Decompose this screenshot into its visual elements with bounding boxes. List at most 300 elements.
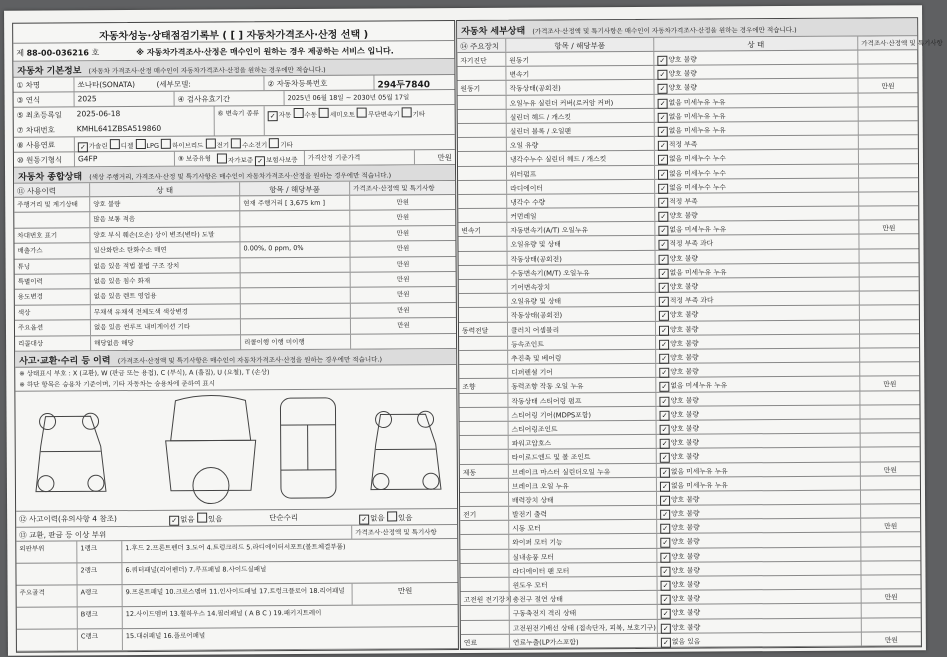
detail-unit [859,391,919,405]
option-label: 기타 [280,141,293,150]
state-checkbox[interactable]: ✓ [659,396,669,406]
basic-info-title: 자동차 기본정보 [17,66,82,77]
overall-row-label: 색상 [17,308,31,317]
insp-period-label: ④ 검사유효기간 [174,91,284,106]
detail-item: 클러치 어셈블리 [507,321,655,335]
detail-item: 충전구 절연 상태 [509,591,657,605]
overall-row-detail [239,211,349,226]
parts-items: 6.쿼터패널(리어펜더) 7.루프패널 8.사이드실패널 [121,562,351,584]
state-checkbox[interactable]: ✓ [659,283,669,293]
left-section [12,20,459,653]
right-section [456,17,943,650]
overall-row-unit: 만원 [350,303,456,318]
detail-state [656,561,860,575]
detail-state [656,490,860,504]
detail-state [655,334,859,348]
car-front-diagram [165,395,256,504]
state-options: 양호 불량 [671,608,701,618]
fuel-label: ⑧ 사용연료 [16,140,55,150]
overall-row-label: 튜닝 [17,262,31,271]
checkbox[interactable] [269,138,279,148]
state-options: 양호 불량 [670,353,699,362]
overall-row-detail [240,288,350,303]
state-checkbox[interactable]: ✓ [661,609,671,619]
checkbox[interactable] [402,107,412,117]
detail-unit [860,448,920,462]
state-checkbox[interactable]: ✓ [660,467,670,477]
option-label: 하이브리드 [172,141,206,150]
checkbox[interactable] [217,153,227,163]
detail-unit [858,192,918,206]
overall-row-unit: 만원 [349,241,455,256]
option-label: 보험사보증 [266,156,298,165]
detail-unit [858,150,918,164]
detail-item: 냉각수누수 실린더 헤드 / 개스킷 [506,151,654,165]
overall-row-label: 차대번호 표기 [17,231,58,240]
detail-category [459,308,507,321]
parts-items: 15.대쉬패널 16.플로어패널 [122,628,352,650]
checkbox[interactable] [110,139,120,149]
state-options: 없음 미세누유 누유 [668,97,726,107]
detail-category [459,337,507,350]
first-reg-row [14,105,455,138]
detail-item: 추진축 및 베어링 [507,350,655,364]
detail-category [458,180,506,193]
option-label: 없음 [180,514,198,524]
detail-state [655,391,859,405]
detail-state [653,79,857,93]
transmission-options [264,105,455,135]
detail-state [657,576,861,590]
detail-category [459,365,507,378]
state-checkbox[interactable]: ✓ [661,595,671,605]
detail-state [654,122,858,136]
state-checkbox[interactable]: ✓ [658,155,668,165]
state-checkbox[interactable]: ✓ [659,311,669,321]
parts-group: 주요골격 [19,588,45,597]
legend-row [15,365,456,392]
detail-col-3: 상 태 [653,37,857,51]
detail-state [656,462,860,476]
detail-state [655,377,859,391]
state-checkbox[interactable]: ✓ [660,567,670,577]
detail-item: 자동변속기(A/T) 오일누유 [506,222,654,236]
detail-item: 수동변속기(M/T) 오일누유 [507,265,655,279]
detail-category [459,407,507,420]
overall-row-state: 일산화탄소 탄화수소 매연 [89,243,239,258]
detail-unit: 만원 [857,79,917,93]
detail-category [458,195,506,208]
overall-row-label: 용도변경 [17,292,43,302]
overall-row-unit: 만원 [350,272,456,287]
detail-state [657,604,861,618]
state-checkbox[interactable]: ✓ [660,425,670,435]
detail-col-4: 가격조사·산정액 및 특기사항 [857,36,917,49]
state-options: 양호 불량 [670,438,700,447]
overall-row-detail [240,319,350,334]
detail-category [460,535,508,548]
state-checkbox[interactable]: ✓ [660,453,670,463]
accident-note: (가격조사·산정액 및 특기사항은 매수인이 자동차가격조사·산정을 원하는 경우에만 적습니다.) [117,355,383,366]
state-options: 적정 부족 [669,197,698,206]
overall-row-state: 없음 있음 렌트 영업용 [90,289,240,304]
detail-item: 스티어링 기어(MDPS포함) [507,407,655,421]
detail-item: 실내송풍 모터 [508,548,656,562]
checkbox[interactable] [135,139,145,149]
detail-state [656,519,860,533]
detail-category [458,124,506,137]
detail-category [460,436,508,449]
detail-item: 발전기 출력 [508,506,656,520]
state-checkbox[interactable]: ✓ [661,623,671,633]
detail-unit [859,277,919,291]
state-options: 없음 미세누유 누유 [670,481,728,490]
detail-category [460,521,508,534]
parts-row [17,583,458,608]
state-checkbox[interactable]: ✓ [659,382,669,392]
parts-row [17,605,458,630]
detail-item: 디퍼렌셜 기어 [507,364,655,378]
detail-title: 자동차 세부상태 [461,26,526,38]
state-options: 양호 불량 [668,69,697,78]
detail-col-2: 항목 / 해당부품 [505,38,653,52]
state-options: 양호 불량 [669,211,698,220]
detail-unit [860,419,920,433]
detail-item: 라디에이터 [506,180,654,194]
state-checkbox[interactable]: ✓ [659,354,669,364]
car-top-diagram [280,398,336,498]
checkbox[interactable] [293,108,303,118]
detail-item: 와이퍼 모터 기능 [508,534,656,548]
checkbox[interactable]: ✓ [78,142,88,152]
option-label: LPG [146,141,162,150]
detail-state [656,434,860,448]
detail-category [458,237,506,250]
detail-category [461,606,509,619]
checkbox[interactable]: ✓ [169,516,179,526]
overall-row-detail [240,303,350,318]
state-options: 없음 미세누유 누유 [670,466,728,476]
state-options: 적정 부족 과다 [669,296,714,305]
detail-unit [861,604,921,618]
state-options: 없음 미세누유 누유 [668,112,726,121]
checkbox[interactable]: ✓ [359,515,369,525]
detail-state [656,505,860,519]
parts-items: 9.프론트패널 10.크로스멤버 11.인사이드패널 17.트렁크플로어 18.리어패널 [122,584,352,606]
detail-unit [859,320,919,334]
doc-no-label: 제 [16,48,25,58]
detail-item: 오일유량 및 상태 [506,236,654,250]
overall-row-state: 해당없음 해당 [90,335,240,350]
detail-model-label: (세부모델: [156,79,191,89]
parts-row [17,627,458,652]
detail-state [656,476,860,490]
reg-no: 294두7840 [373,75,454,89]
state-checkbox[interactable]: ✓ [659,269,669,279]
engine: G4FP [74,152,174,167]
checkbox[interactable] [319,108,329,118]
state-options: 양호 불량 [670,396,699,405]
accident-options [166,510,266,526]
state-checkbox[interactable]: ✓ [659,325,669,335]
state-checkbox[interactable]: ✓ [660,439,670,449]
detail-unit [857,64,917,78]
detail-item: 라디에이터 팬 모터 [508,563,656,577]
overall-row-unit: 만원 [349,226,455,241]
state-options: 양호 불량 [671,523,700,533]
overall-col-1: ⑪ 사용이력 [17,186,57,196]
trans-label: ⑥ 변속기 종류 [214,106,264,135]
state-options: 없음 미세누유 누유 [669,225,727,235]
detail-state [656,448,860,462]
state-checkbox[interactable]: ✓ [660,524,670,534]
overall-row-unit: 만원 [349,195,455,210]
detail-state [654,150,858,164]
state-options: 없음 미세누수 누수 [669,168,726,178]
detail-category [457,67,505,80]
overall-row-label: 주행거리 및 계기상태 [17,200,78,209]
detail-unit [860,476,920,490]
overall-col-3: 항목 / 해당부품 [239,182,349,196]
checkbox[interactable]: ✓ [268,111,278,121]
detail-state [654,207,858,221]
state-checkbox[interactable]: ✓ [661,638,671,648]
price-unit: 만원 [414,150,455,164]
detail-state [655,306,859,320]
state-checkbox[interactable]: ✓ [659,368,669,378]
overall-row-state: 없음 있음 침수 화재 [90,273,240,288]
state-checkbox[interactable]: ✓ [660,552,670,562]
detail-item: 연료누출(LP가스포함) [509,634,657,648]
detail-state [656,420,860,434]
parts-items: 1.후드 2.프론트펜더 3.도어 4.트렁크리드 5.라디에이터서포트(볼트체결부품) [121,540,351,562]
state-checkbox[interactable]: ✓ [660,496,670,506]
detail-state [655,263,859,277]
checkbox[interactable] [197,513,207,523]
detail-category: 원동기 [460,85,481,94]
detail-unit [860,490,920,504]
checkbox[interactable]: ✓ [255,156,265,166]
detail-col-1: ⑭ 주요장치 [460,41,500,52]
checkbox[interactable] [387,511,397,521]
state-checkbox[interactable]: ✓ [658,98,668,108]
detail-item: 오일누유 실린더 커버(로커암 커버) [506,94,654,108]
detail-state [654,221,858,235]
state-options: 양호 불량 [670,367,699,376]
detail-category [458,109,506,122]
state-options: 양호 불량 [671,594,701,603]
form-title-row [13,21,454,44]
detail-category [459,351,507,364]
state-checkbox[interactable]: ✓ [658,212,668,222]
option-label: 수동 [304,110,319,119]
detail-unit [859,306,919,320]
detail-category: 제동 [462,468,477,477]
detail-state [653,51,857,65]
detail-item: 커먼레일 [506,208,654,222]
detail-category [458,138,506,151]
detail-item: 오일유량 및 상태 [507,293,655,307]
state-options: 양호 불량 [671,509,700,518]
year: 2025 [74,92,174,107]
detail-category: 동력전달 [461,326,489,335]
doc-no-suffix: 호 [91,48,100,58]
detail-state [654,93,858,107]
parts-note: 가격조사·산정액 및 특기사항 [351,525,457,539]
parts-unit: 만원 [352,583,458,605]
state-options: 양호 불량 [669,282,699,291]
detail-category [460,564,508,577]
detail-item: 작동상태(공회전) [505,80,653,94]
detail-item: 동력조향 작동 오일 누유 [507,378,655,392]
overall-row-detail [240,257,350,272]
option-label: 수소전기 [242,141,270,150]
overall-row-detail: 리콜이행 이행 미이행 [240,334,350,349]
vin-label: ⑦ 차대번호 [16,125,55,135]
state-options: 양호 불량 [669,325,699,334]
state-options: 양호 불량 [669,254,699,263]
state-checkbox[interactable]: ✓ [660,481,670,491]
insp-period: 2025년 06월 18일 ~ 2030년 05월 17일 [284,90,455,105]
state-checkbox[interactable]: ✓ [658,226,668,236]
state-checkbox[interactable]: ✓ [658,113,668,123]
parts-items: 12.사이드멤버 13.휠하우스 14.필러패널 ( A B C ) 19.패키지트레이 [122,606,352,628]
parts-title: ⑬ 교환, 판금 등 이상 부위 [19,530,107,540]
checkbox[interactable] [231,138,241,148]
parts-rank: 1랭크 [76,541,121,562]
detail-category [458,152,506,165]
detail-item: 시동 모터 [508,520,656,534]
state-options: 양호 불량 [671,566,700,575]
detail-item: 작동상태 스티어링 펌프 [507,392,655,406]
parts-rank: A랭크 [77,585,122,606]
overall-row-unit: 만원 [350,257,456,272]
state-checkbox[interactable]: ✓ [660,538,670,548]
detail-category [459,280,507,293]
first-reg-label: ⑤ 최초등록일 [16,110,63,120]
overall-row-state: 양호 불량 [89,196,239,211]
overall-row-state: 양호 부식 훼손(오손) 상이 변조(변타) 도말 [89,227,239,242]
overall-row-unit: 만원 [349,210,455,225]
state-options: 없음 미세누수 누수 [668,154,726,164]
detail-item: 워터펌프 [506,165,654,179]
detail-state [654,136,858,150]
state-checkbox[interactable]: ✓ [659,411,669,421]
detail-unit [859,263,919,277]
state-checkbox[interactable]: ✓ [658,240,668,250]
detail-unit [858,107,918,121]
detail-state [654,192,858,206]
detail-unit [859,348,919,362]
overall-row-state: 없음 있음 적법 불법 구조 장치 [90,258,240,273]
state-checkbox[interactable]: ✓ [659,254,669,264]
parts-group [16,563,76,584]
state-options: 없음 미세누유 누유 [668,126,726,135]
overall-col-2: 상 태 [89,182,239,196]
detail-state [655,405,859,419]
overall-row-unit: 만원 [350,318,456,333]
state-checkbox[interactable]: ✓ [657,70,667,80]
state-checkbox[interactable]: ✓ [658,198,668,208]
detail-category [461,620,509,633]
detail-unit [859,362,919,376]
detail-item: 오일 유량 [506,137,654,151]
warranty-label: ⑨ 보증유형 [174,152,214,166]
state-checkbox[interactable]: ✓ [661,581,671,591]
detail-item: 원동기 [505,52,653,66]
detail-item: 브레이크 오일 누유 [508,478,656,492]
state-checkbox[interactable]: ✓ [657,84,667,94]
option-label: 세미오토 [329,110,358,119]
state-checkbox[interactable]: ✓ [659,297,669,307]
detail-state [655,292,859,306]
detail-unit [858,235,918,249]
state-checkbox[interactable]: ✓ [660,510,670,520]
detail-unit [861,618,921,632]
parts-group [17,629,77,650]
option-label: 가솔린 [88,142,110,151]
parts-group: 외판부위 [19,544,45,553]
engine-label: ⑩ 원동기형식 [16,155,63,165]
option-label: 전기 [216,141,232,150]
parts-rank: B랭크 [77,607,122,628]
detail-item: 작동상태(공회전) [507,250,655,264]
state-checkbox[interactable]: ✓ [657,56,667,66]
detail-unit [859,249,919,263]
state-options: 양호 불량 [668,83,697,93]
detail-state [654,235,858,249]
state-checkbox[interactable]: ✓ [658,127,668,137]
detail-unit [858,121,918,135]
overall-row-detail: 현재 주행거리 [ 3,675 km ] [239,196,349,211]
detail-unit [858,93,918,107]
detail-unit [857,50,917,64]
detail-unit: 만원 [858,221,918,235]
detail-unit [860,504,920,518]
state-options: 양호 불량 [670,424,700,433]
detail-category: 조향 [462,383,476,392]
detail-item: 윈도우 모터 [509,577,657,591]
car-name: 쏘나타(SONATA) [73,77,153,91]
doc-no: 88-00-036216 [26,48,89,58]
overall-note: (색상 주행거리, 가격조사·산정 및 특기사항은 매수인이 자동차가격조사·산정을 원하는 경우에만 적습니다.) [89,171,392,182]
state-checkbox[interactable]: ✓ [658,169,668,179]
detail-category [459,393,507,406]
state-options: 없음 미세누수 누수 [669,183,727,192]
state-checkbox[interactable]: ✓ [658,141,668,151]
parts-rank: 2랭크 [76,563,121,584]
detail-item: 타이로드엔드 및 볼 조인트 [508,449,656,463]
reg-no-label: ② 자동차등록번호 [263,76,373,91]
detail-category [460,549,508,562]
year-label: ③ 연식 [16,95,41,105]
detail-state [655,249,859,263]
state-checkbox[interactable]: ✓ [659,340,669,350]
checkbox[interactable] [205,139,215,149]
overall-row-unit: 만원 [350,287,456,302]
overall-row-detail [240,273,350,288]
overall-row-unit [350,334,456,349]
detail-category: 변속기 [461,227,482,236]
detail-unit [858,135,918,149]
detail-item: 냉각수 수량 [506,194,654,208]
state-checkbox[interactable]: ✓ [658,183,668,193]
detail-unit [860,547,920,561]
detail-category: 자기진단 [460,56,487,66]
checkbox[interactable] [161,139,171,149]
checkbox[interactable] [357,108,367,118]
detail-unit [858,164,918,178]
